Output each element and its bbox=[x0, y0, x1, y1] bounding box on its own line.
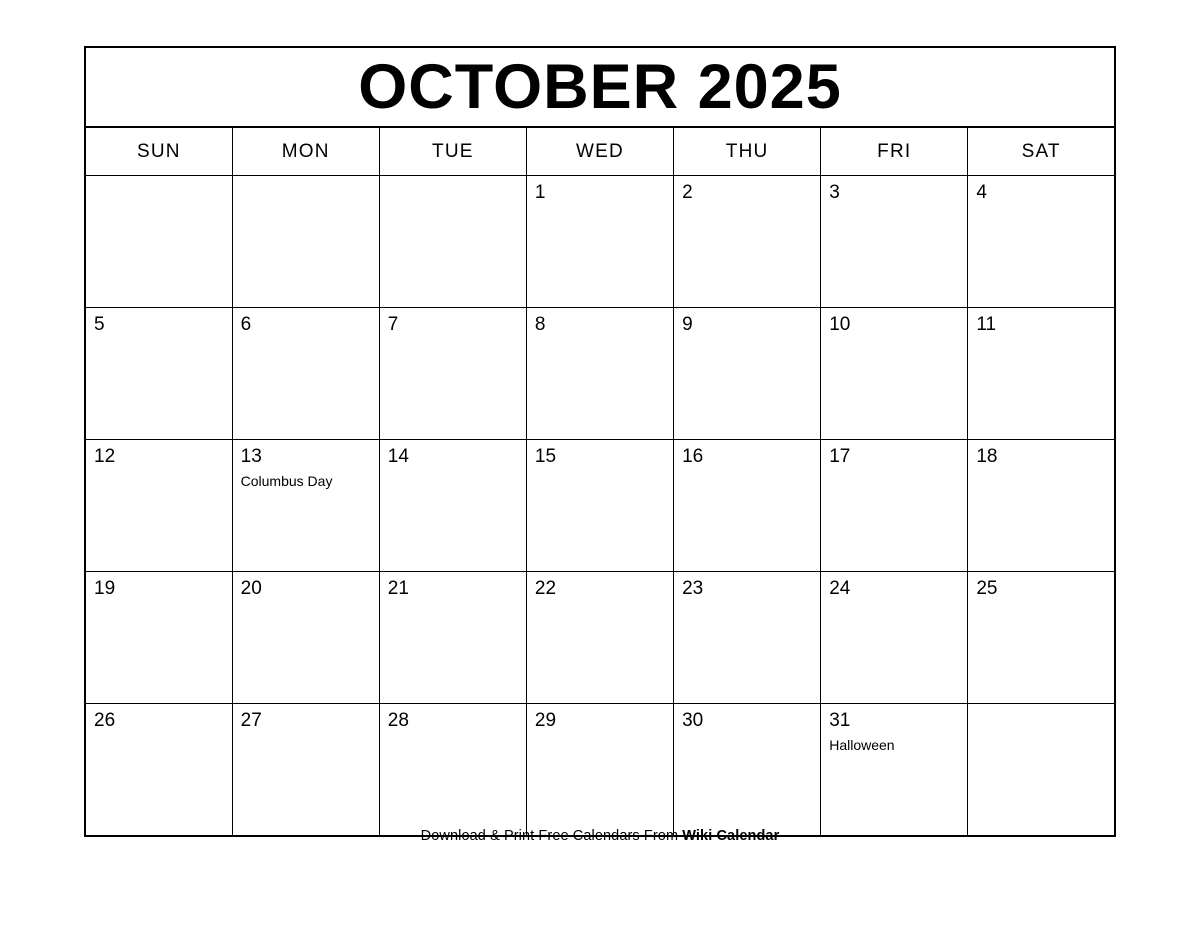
day-cell[interactable] bbox=[85, 440, 232, 572]
day-event: Halloween bbox=[829, 736, 895, 753]
day-cell[interactable] bbox=[232, 308, 379, 440]
day-cell[interactable] bbox=[674, 176, 821, 308]
day-number: 7 bbox=[387, 314, 399, 335]
day-number: 12 bbox=[94, 446, 116, 467]
day-event: Columbus Day bbox=[240, 472, 333, 489]
calendar-week-row bbox=[85, 308, 1115, 440]
footer-prefix: Download & Print Free Calendars From bbox=[420, 828, 683, 844]
footer-credit bbox=[0, 828, 1200, 844]
calendar-week-row bbox=[85, 176, 1115, 308]
day-cell[interactable] bbox=[379, 572, 526, 704]
day-cell[interactable] bbox=[379, 704, 526, 837]
weekday-header-row bbox=[85, 127, 1115, 176]
day-number: 29 bbox=[534, 710, 557, 731]
day-cell[interactable] bbox=[821, 176, 968, 308]
day-cell[interactable] bbox=[232, 176, 379, 308]
day-cell[interactable] bbox=[232, 440, 379, 572]
day-number: 23 bbox=[682, 578, 704, 599]
day-number: 11 bbox=[976, 314, 997, 335]
day-number: 15 bbox=[534, 446, 557, 467]
day-cell[interactable] bbox=[674, 572, 821, 704]
day-cell[interactable] bbox=[821, 704, 968, 837]
day-number: 28 bbox=[387, 710, 409, 731]
day-number: 1 bbox=[534, 182, 546, 203]
day-cell[interactable] bbox=[968, 176, 1115, 308]
weekday-header-thu: THU bbox=[674, 127, 821, 176]
day-number: 10 bbox=[829, 314, 851, 335]
day-number: 27 bbox=[240, 710, 262, 731]
day-cell[interactable] bbox=[85, 176, 232, 308]
day-cell[interactable] bbox=[85, 704, 232, 837]
day-cell[interactable] bbox=[821, 308, 968, 440]
day-cell[interactable] bbox=[232, 572, 379, 704]
day-number: 21 bbox=[387, 578, 409, 599]
day-number: 3 bbox=[829, 182, 840, 203]
calendar-container bbox=[84, 46, 1116, 837]
day-cell[interactable] bbox=[232, 704, 379, 837]
day-number: 6 bbox=[240, 314, 252, 335]
day-cell[interactable] bbox=[968, 572, 1115, 704]
weekday-header-sat: SAT bbox=[968, 127, 1115, 176]
day-number: 22 bbox=[534, 578, 557, 599]
day-cell[interactable] bbox=[379, 176, 526, 308]
day-number: 17 bbox=[829, 446, 851, 467]
day-number: 4 bbox=[976, 182, 987, 203]
day-number: 5 bbox=[94, 314, 105, 335]
day-number: 26 bbox=[94, 710, 116, 731]
day-cell[interactable] bbox=[821, 440, 968, 572]
day-cell[interactable] bbox=[526, 572, 673, 704]
day-number: 9 bbox=[682, 314, 693, 335]
weekday-header-sun: SUN bbox=[85, 127, 232, 176]
day-number: 19 bbox=[94, 578, 116, 599]
day-cell[interactable] bbox=[379, 440, 526, 572]
calendar-title-row bbox=[85, 47, 1115, 127]
day-cell[interactable] bbox=[674, 704, 821, 837]
page-title: OCTOBER 2025 bbox=[358, 51, 842, 122]
weekday-header-wed: WED bbox=[526, 127, 673, 176]
day-number: 13 bbox=[240, 446, 262, 467]
day-cell[interactable] bbox=[968, 440, 1115, 572]
day-cell[interactable] bbox=[674, 308, 821, 440]
day-number: 2 bbox=[682, 182, 693, 203]
footer-brand: Wiki Calendar bbox=[682, 828, 780, 844]
day-number: 14 bbox=[387, 446, 409, 467]
day-number: 31 bbox=[829, 710, 851, 731]
day-cell[interactable] bbox=[85, 572, 232, 704]
day-cell[interactable] bbox=[968, 308, 1115, 440]
day-cell[interactable] bbox=[674, 440, 821, 572]
day-number: 25 bbox=[976, 578, 998, 599]
weekday-header-fri: FRI bbox=[821, 127, 968, 176]
day-cell[interactable] bbox=[526, 440, 673, 572]
calendar-week-row bbox=[85, 440, 1115, 572]
calendar-table bbox=[84, 46, 1116, 837]
day-cell[interactable] bbox=[379, 308, 526, 440]
day-cell[interactable] bbox=[526, 308, 673, 440]
day-cell[interactable] bbox=[526, 704, 673, 837]
day-number: 30 bbox=[682, 710, 704, 731]
day-number: 16 bbox=[682, 446, 704, 467]
calendar-title-cell bbox=[85, 47, 1115, 127]
day-number: 24 bbox=[829, 578, 851, 599]
day-cell[interactable] bbox=[821, 572, 968, 704]
day-number: 8 bbox=[534, 314, 546, 335]
weekday-header-mon: MON bbox=[232, 127, 379, 176]
day-cell[interactable] bbox=[526, 176, 673, 308]
calendar-week-row bbox=[85, 572, 1115, 704]
day-number: 18 bbox=[976, 446, 998, 467]
day-cell[interactable] bbox=[85, 308, 232, 440]
day-number: 20 bbox=[240, 578, 262, 599]
calendar-week-row bbox=[85, 704, 1115, 837]
day-cell[interactable] bbox=[968, 704, 1115, 837]
weekday-header-tue: TUE bbox=[379, 127, 526, 176]
